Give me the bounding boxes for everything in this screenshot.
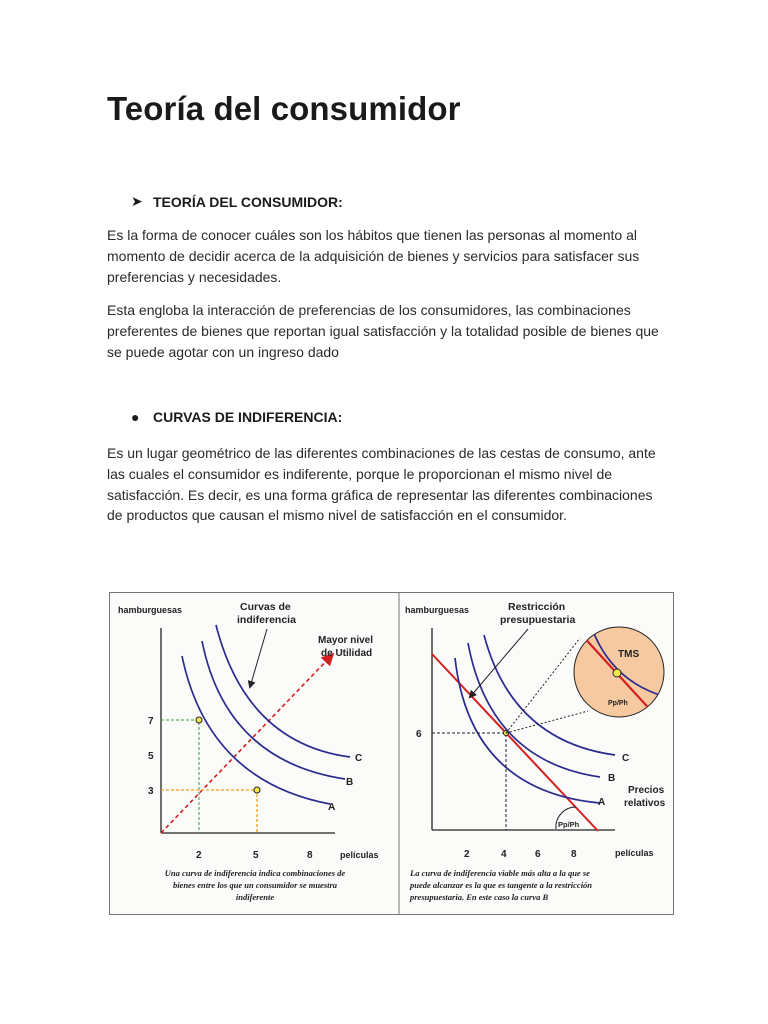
right-curve-label-c: C xyxy=(622,753,630,764)
bullet-dot-icon: ● xyxy=(131,409,140,425)
left-y-tick-3: 3 xyxy=(148,786,154,797)
inset-ratio-label: Pp/Ph xyxy=(608,700,628,707)
left-annotation-utility-2: de Utilidad xyxy=(321,648,373,659)
right-x-tick-2: 2 xyxy=(464,849,470,860)
arrow-bullet-icon: ➤ xyxy=(131,193,143,209)
paragraph-scope: Esta engloba la interacción de preferencias de los consumidores, las combinaciones preferentes de bienes que reportan igual satisfacción y la totalidad posible de bienes que se puede agotar con un ingreso dado xyxy=(107,302,659,360)
left-annotation-utility-1: Mayor nivel xyxy=(318,635,374,646)
prices-label-1: Precios xyxy=(628,785,665,796)
guide-point-5-3 xyxy=(161,790,257,833)
page-title: Teoría del consumidor xyxy=(107,90,461,127)
right-panel xyxy=(405,601,670,902)
section-heading-curvas xyxy=(131,409,342,425)
utility-direction-line xyxy=(161,655,332,833)
point-5-3 xyxy=(254,787,260,793)
inset-tms-label: TMS xyxy=(618,649,640,660)
left-ylabel: hamburguesas xyxy=(118,605,183,615)
right-x-tick-4: 4 xyxy=(501,849,507,860)
budget-line xyxy=(432,654,598,831)
paragraph-definition: Es la forma de conocer cuáles son los hábitos que tienen las personas al momento al momento de decidir acerca de la adquisición de bienes y servicios para satisfacer sus preferencias y necesidades. xyxy=(107,227,640,285)
guide-point-2-7 xyxy=(161,720,199,833)
curve-a xyxy=(182,656,330,804)
left-caption-1: Una curva de indiferencia indica combinaciones de xyxy=(164,868,346,878)
left-panel xyxy=(118,601,379,902)
right-annotation-arrow xyxy=(470,629,528,697)
right-y-tick-6: 6 xyxy=(416,729,422,740)
curve-b xyxy=(202,641,345,779)
left-caption-3: indiferente xyxy=(235,892,275,902)
right-ylabel: hamburguesas xyxy=(405,605,470,615)
left-x-tick-8: 8 xyxy=(307,850,313,861)
paragraph-curves-definition: Es un lugar geométrico de las diferentes combinaciones de las cestas de consumo, ante las cuales el consumidor es indiferente, porque le proporcionan el mismo nivel de satisfacción. Es decir, es una forma gráfica de representar las diferentes combinaciones de productos que causan el mismo nivel de satisfacción en el consumidor. xyxy=(107,445,656,524)
left-curve-label-b: B xyxy=(346,777,354,788)
right-x-tick-6: 6 xyxy=(535,849,541,860)
right-caption-1: La curva de indiferencia viable más alta a la que se xyxy=(410,868,590,878)
right-caption-2: puede alcanzar es la que es tangente a la restricción xyxy=(410,880,593,890)
left-x-tick-5: 5 xyxy=(253,850,259,861)
point-2-7 xyxy=(196,717,202,723)
right-xlabel: películas xyxy=(615,848,654,858)
left-curve-label-a: A xyxy=(328,802,336,813)
figure-svg xyxy=(110,593,673,914)
right-annotation-budget-1: Restricción xyxy=(508,601,566,613)
right-x-tick-8: 8 xyxy=(571,849,577,860)
section-heading-label: TEORÍA DEL CONSUMIDOR: xyxy=(153,193,343,210)
left-xlabel: películas xyxy=(340,850,379,860)
section-heading-label: CURVAS DE INDIFERENCIA: xyxy=(153,409,343,425)
inset-point xyxy=(613,669,621,677)
left-annotation-arrow xyxy=(250,629,267,687)
right-caption-3: presupuestaria. En este caso la curva B xyxy=(410,892,549,902)
inset-connector-top xyxy=(506,638,580,733)
tms-inset xyxy=(574,623,670,717)
right-curve-label-a: A xyxy=(598,797,606,808)
indifference-curves-figure xyxy=(109,592,674,915)
tangent-guides xyxy=(432,733,506,830)
prices-label-2: relativos xyxy=(624,798,666,809)
left-y-tick-5: 5 xyxy=(148,751,154,762)
right-curve-label-b: B xyxy=(608,773,616,784)
right-annotation-budget-2: presupuestaria xyxy=(500,614,576,626)
left-caption-2: bienes entre los que un consumidor se muestra xyxy=(172,880,338,890)
left-annotation-curves-1: Curvas de xyxy=(240,601,291,613)
left-curve-label-c: C xyxy=(355,753,363,764)
left-annotation-curves-2: indiferencia xyxy=(237,614,296,626)
slope-label: Pp/Ph xyxy=(558,820,580,829)
section-heading-teoria xyxy=(131,193,343,210)
left-x-tick-2: 2 xyxy=(196,850,202,861)
left-y-tick-7: 7 xyxy=(148,716,154,727)
